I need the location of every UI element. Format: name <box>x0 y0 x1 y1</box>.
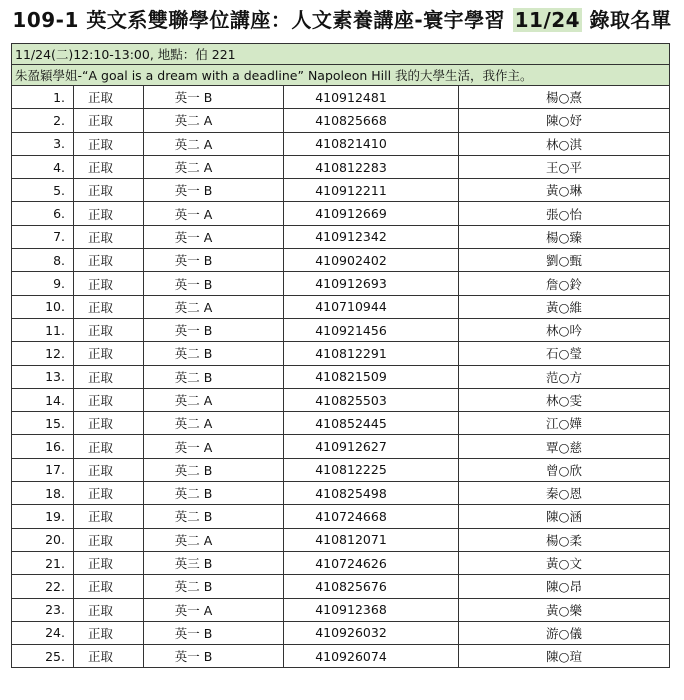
admission-status: 正取 <box>74 551 144 574</box>
admission-status: 正取 <box>74 179 144 202</box>
admission-status: 正取 <box>74 272 144 295</box>
page-title <box>0 0 684 40</box>
row-number: 16. <box>12 435 74 458</box>
student-name: 曾○欣 <box>459 458 670 481</box>
table-row <box>12 458 670 481</box>
class-name: 英二 B <box>144 365 284 388</box>
admission-status: 正取 <box>74 365 144 388</box>
student-name: 黃○樂 <box>459 598 670 621</box>
student-id: 410912481 <box>284 86 459 109</box>
admission-status: 正取 <box>74 388 144 411</box>
row-number: 19. <box>12 505 74 528</box>
student-name: 楊○臻 <box>459 225 670 248</box>
table-row <box>12 528 670 551</box>
row-number: 9. <box>12 272 74 295</box>
class-name: 英一 B <box>144 179 284 202</box>
class-name: 英二 A <box>144 388 284 411</box>
student-id: 410825503 <box>284 388 459 411</box>
session-info: 11/24(二)12:10-13:00, 地點：伯 221 <box>12 44 670 65</box>
class-name: 英一 B <box>144 318 284 341</box>
table-row <box>12 295 670 318</box>
table-row <box>12 202 670 225</box>
student-name: 林○雯 <box>459 388 670 411</box>
student-id: 410926032 <box>284 621 459 644</box>
class-name: 英一 B <box>144 621 284 644</box>
row-number: 14. <box>12 388 74 411</box>
table-row <box>12 598 670 621</box>
admission-status: 正取 <box>74 505 144 528</box>
admission-status: 正取 <box>74 621 144 644</box>
session-info-row <box>12 44 670 65</box>
student-id: 410812225 <box>284 458 459 481</box>
row-number: 12. <box>12 342 74 365</box>
row-number: 23. <box>12 598 74 621</box>
class-name: 英二 A <box>144 109 284 132</box>
table-row <box>12 225 670 248</box>
student-name: 林○淇 <box>459 132 670 155</box>
class-name: 英二 B <box>144 458 284 481</box>
class-name: 英一 B <box>144 86 284 109</box>
class-name: 英一 A <box>144 598 284 621</box>
admission-status: 正取 <box>74 342 144 365</box>
row-number: 18. <box>12 482 74 505</box>
class-name: 英二 A <box>144 528 284 551</box>
student-name: 林○吟 <box>459 318 670 341</box>
student-name: 陳○涵 <box>459 505 670 528</box>
row-number: 21. <box>12 551 74 574</box>
row-number: 11. <box>12 318 74 341</box>
student-name: 陳○妤 <box>459 109 670 132</box>
row-number: 20. <box>12 528 74 551</box>
class-name: 英二 B <box>144 342 284 365</box>
admission-status: 正取 <box>74 109 144 132</box>
student-id: 410821410 <box>284 132 459 155</box>
class-name: 英二 A <box>144 412 284 435</box>
student-id: 410825676 <box>284 575 459 598</box>
student-id: 410912627 <box>284 435 459 458</box>
table-row <box>12 272 670 295</box>
student-id: 410912368 <box>284 598 459 621</box>
row-number: 3. <box>12 132 74 155</box>
admission-status: 正取 <box>74 482 144 505</box>
row-number: 13. <box>12 365 74 388</box>
student-id: 410912693 <box>284 272 459 295</box>
admission-status: 正取 <box>74 412 144 435</box>
admission-status: 正取 <box>74 645 144 668</box>
row-number: 2. <box>12 109 74 132</box>
student-id: 410825498 <box>284 482 459 505</box>
admission-status: 正取 <box>74 435 144 458</box>
admission-status: 正取 <box>74 458 144 481</box>
student-id: 410912342 <box>284 225 459 248</box>
class-name: 英一 A <box>144 202 284 225</box>
class-name: 英二 A <box>144 132 284 155</box>
row-number: 10. <box>12 295 74 318</box>
student-id: 410812291 <box>284 342 459 365</box>
row-number: 6. <box>12 202 74 225</box>
student-name: 王○平 <box>459 155 670 178</box>
row-number: 25. <box>12 645 74 668</box>
row-number: 8. <box>12 249 74 272</box>
admission-status: 正取 <box>74 155 144 178</box>
table-row <box>12 482 670 505</box>
admission-status: 正取 <box>74 598 144 621</box>
class-name: 英一 A <box>144 225 284 248</box>
student-id: 410724668 <box>284 505 459 528</box>
class-name: 英一 B <box>144 645 284 668</box>
student-id: 410926074 <box>284 645 459 668</box>
student-name: 黃○維 <box>459 295 670 318</box>
student-name: 詹○鈴 <box>459 272 670 295</box>
student-name: 陳○昂 <box>459 575 670 598</box>
student-name: 范○方 <box>459 365 670 388</box>
table-row <box>12 645 670 668</box>
student-name: 楊○熹 <box>459 86 670 109</box>
student-name: 黃○文 <box>459 551 670 574</box>
speaker-row <box>12 65 670 86</box>
table-row <box>12 179 670 202</box>
table-row <box>12 109 670 132</box>
table-row <box>12 505 670 528</box>
student-name: 張○怡 <box>459 202 670 225</box>
admission-status: 正取 <box>74 249 144 272</box>
student-id: 410710944 <box>284 295 459 318</box>
class-name: 英二 A <box>144 155 284 178</box>
table-row <box>12 621 670 644</box>
student-name: 石○瑩 <box>459 342 670 365</box>
student-id: 410825668 <box>284 109 459 132</box>
title-date: 11/24 <box>514 8 581 32</box>
student-name: 游○儀 <box>459 621 670 644</box>
table-row <box>12 155 670 178</box>
student-id: 410812071 <box>284 528 459 551</box>
table-row <box>12 342 670 365</box>
row-number: 4. <box>12 155 74 178</box>
student-name: 楊○柔 <box>459 528 670 551</box>
student-id: 410912669 <box>284 202 459 225</box>
admission-status: 正取 <box>74 202 144 225</box>
row-number: 7. <box>12 225 74 248</box>
admission-status: 正取 <box>74 132 144 155</box>
table-row <box>12 318 670 341</box>
student-name: 黃○琳 <box>459 179 670 202</box>
student-id: 410852445 <box>284 412 459 435</box>
student-name: 江○嬅 <box>459 412 670 435</box>
table-row <box>12 575 670 598</box>
student-id: 410724626 <box>284 551 459 574</box>
admission-status: 正取 <box>74 318 144 341</box>
table-row <box>12 412 670 435</box>
student-name: 覃○慈 <box>459 435 670 458</box>
student-name: 陳○瑄 <box>459 645 670 668</box>
admission-status: 正取 <box>74 295 144 318</box>
speaker-info: 朱盈穎學姐-“A goal is a dream with a deadline” Napoleon Hill 我的大學生活，我作主。 <box>12 65 670 86</box>
admission-table <box>11 43 670 668</box>
title-prefix: 109-1 英文系雙聯學位講座：人文素養講座-寰宇學習 <box>12 8 513 32</box>
table-row <box>12 249 670 272</box>
class-name: 英一 A <box>144 435 284 458</box>
table-row <box>12 86 670 109</box>
table-row <box>12 388 670 411</box>
student-name: 劉○甄 <box>459 249 670 272</box>
table-row <box>12 132 670 155</box>
row-number: 5. <box>12 179 74 202</box>
class-name: 英二 B <box>144 505 284 528</box>
admission-status: 正取 <box>74 86 144 109</box>
student-id: 410821509 <box>284 365 459 388</box>
class-name: 英二 A <box>144 295 284 318</box>
row-number: 24. <box>12 621 74 644</box>
student-id: 410912211 <box>284 179 459 202</box>
row-number: 15. <box>12 412 74 435</box>
admission-status: 正取 <box>74 528 144 551</box>
student-name: 秦○恩 <box>459 482 670 505</box>
class-name: 英一 B <box>144 272 284 295</box>
class-name: 英三 B <box>144 551 284 574</box>
title-suffix: 錄取名單 <box>582 8 672 32</box>
admission-status: 正取 <box>74 225 144 248</box>
table-row <box>12 551 670 574</box>
student-id: 410812283 <box>284 155 459 178</box>
table-row <box>12 435 670 458</box>
row-number: 1. <box>12 86 74 109</box>
table-row <box>12 365 670 388</box>
row-number: 17. <box>12 458 74 481</box>
student-id: 410902402 <box>284 249 459 272</box>
class-name: 英二 B <box>144 482 284 505</box>
class-name: 英一 B <box>144 249 284 272</box>
student-id: 410921456 <box>284 318 459 341</box>
admission-status: 正取 <box>74 575 144 598</box>
row-number: 22. <box>12 575 74 598</box>
class-name: 英二 B <box>144 575 284 598</box>
